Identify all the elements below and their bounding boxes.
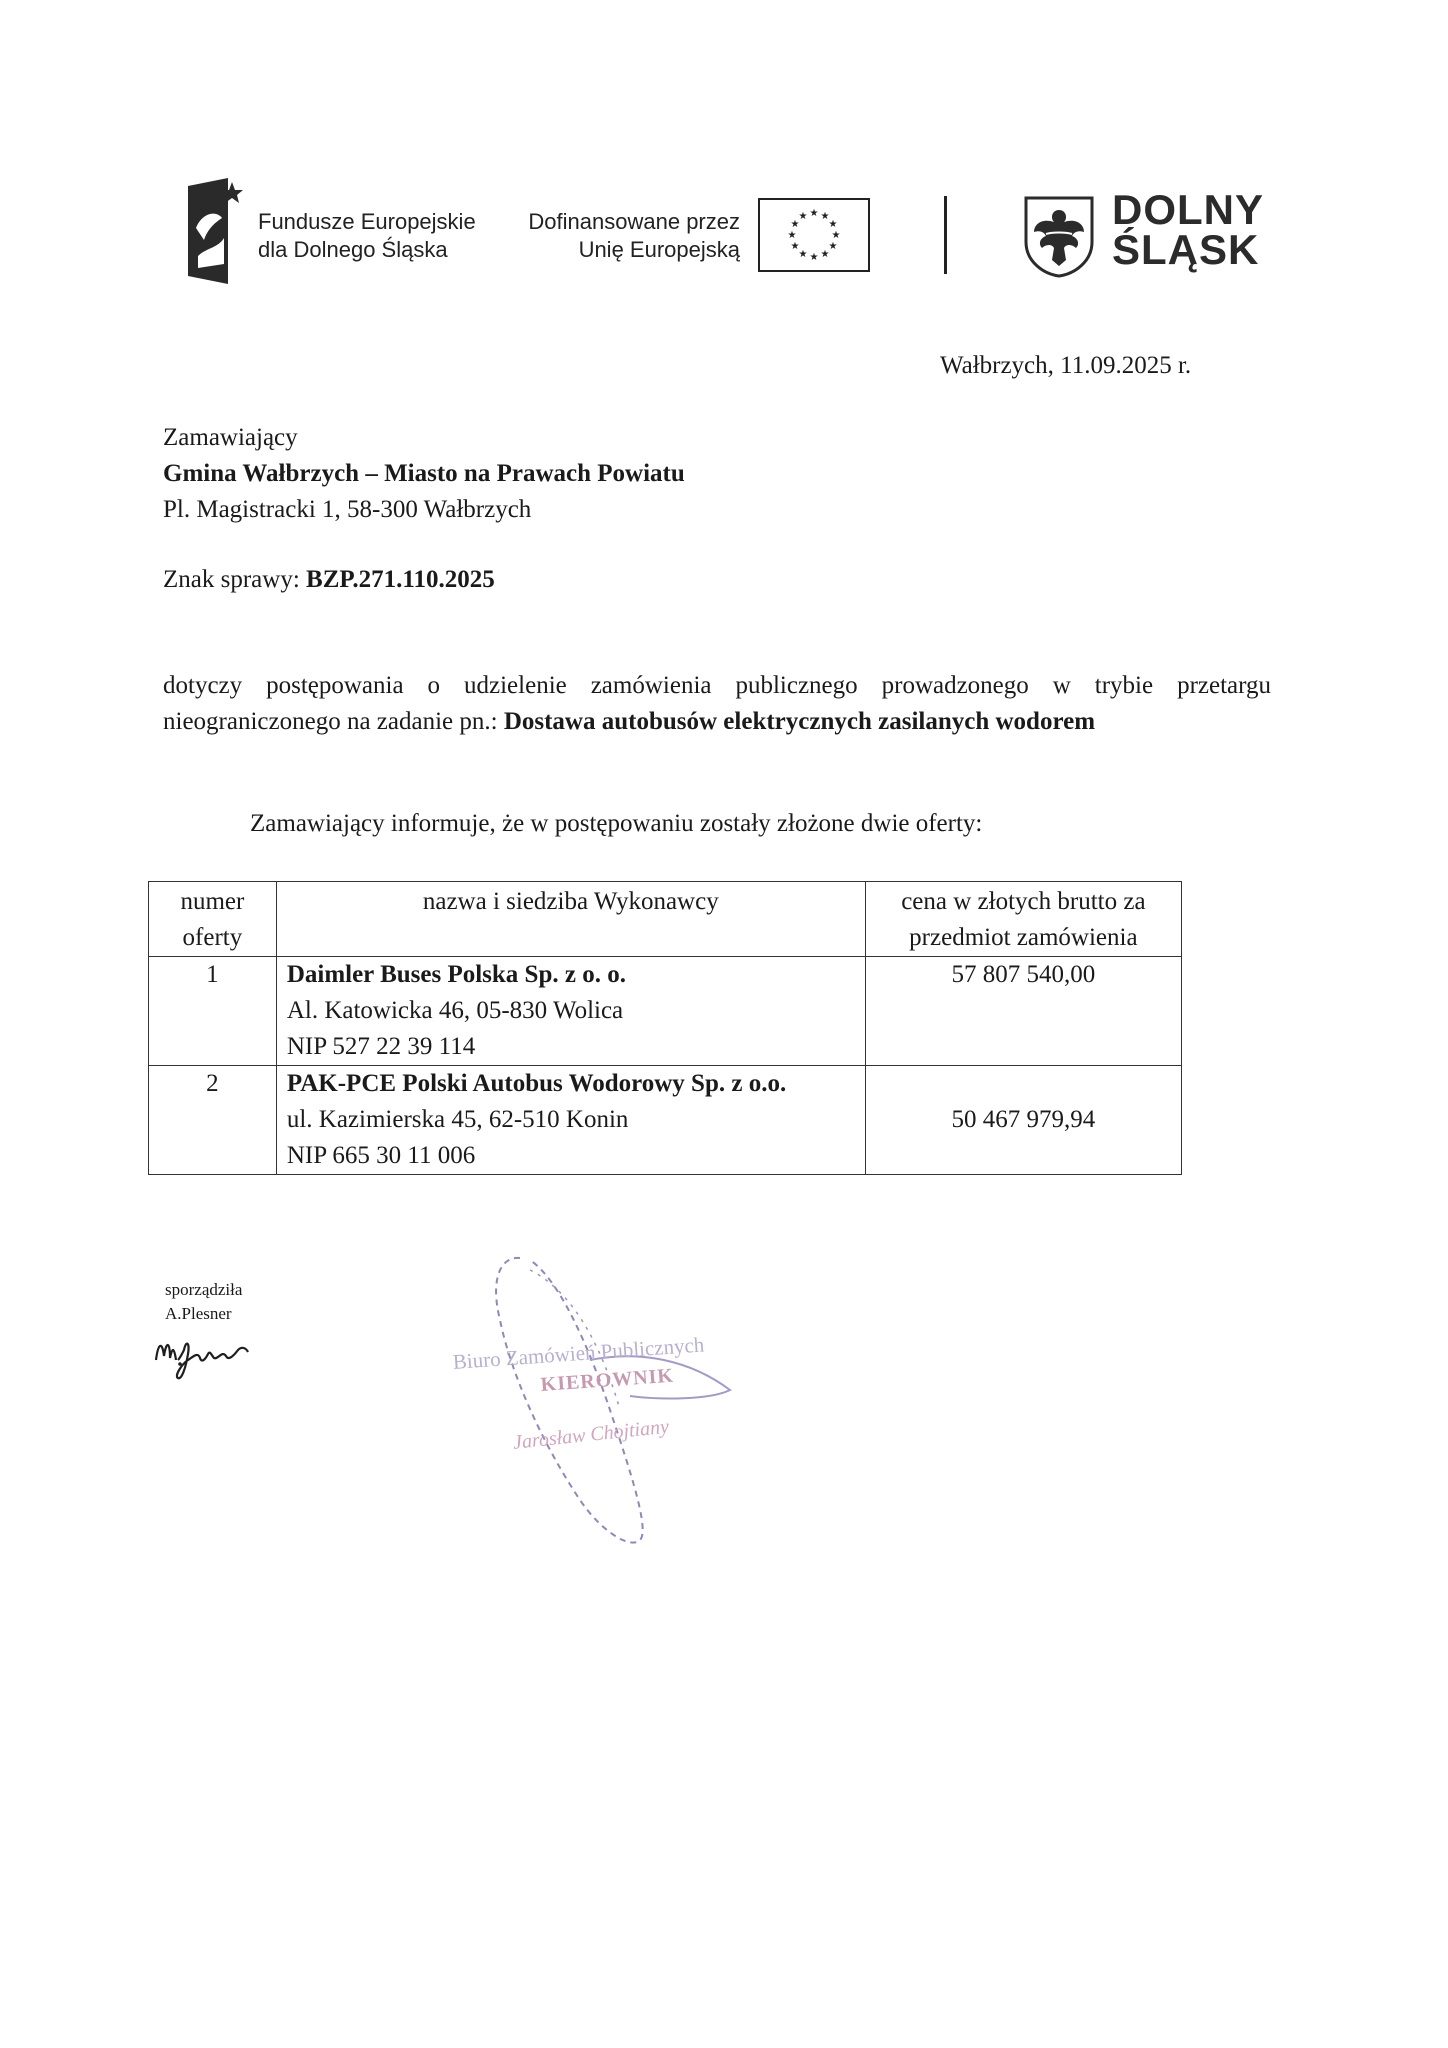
header-price: cena w złotych brutto za przedmiot zamówienia bbox=[865, 882, 1181, 957]
dolny-slask-logo-text bbox=[1112, 186, 1264, 273]
contracting-name: Gmina Wałbrzych – Miasto na Prawach Powiatu bbox=[163, 460, 685, 487]
subject-paragraph bbox=[163, 668, 1271, 740]
svg-text:★: ★ bbox=[790, 241, 800, 252]
subject-task: Dostawa autobusów elektrycznych zasilanych wodorem bbox=[503, 708, 1096, 735]
fundusze-europejskie-logo bbox=[188, 178, 244, 284]
contracting-authority bbox=[163, 420, 685, 528]
stamp-office: Biuro Zamówień Publicznych bbox=[452, 1332, 706, 1374]
header-divider bbox=[944, 196, 947, 274]
svg-text:★: ★ bbox=[809, 208, 819, 219]
fe-line2: dla Dolnego Śląska bbox=[258, 237, 448, 262]
offer-contractor bbox=[276, 957, 865, 1066]
prepared-label: sporządziła bbox=[165, 1280, 243, 1299]
case-reference bbox=[163, 562, 495, 598]
offers-intro: Zamawiający informuje, że w postępowaniu zostały złożone dwie oferty: bbox=[250, 810, 983, 837]
svg-text:★: ★ bbox=[787, 230, 797, 241]
contracting-label: Zamawiający bbox=[163, 424, 298, 451]
case-label: Znak sprawy: bbox=[163, 566, 300, 593]
subject-line1: dotyczy postępowania o udzielenie zamówienia publicznego prowadzonego w trybie przetargu bbox=[163, 672, 1271, 699]
header-offer-number: numer oferty bbox=[149, 882, 277, 957]
eu-flag-icon bbox=[758, 198, 870, 272]
official-signature-scribble bbox=[430, 1250, 790, 1560]
ds-line1: DOLNY bbox=[1112, 186, 1264, 233]
table-header-row bbox=[149, 882, 1182, 957]
table-row bbox=[149, 957, 1182, 1066]
svg-text:★: ★ bbox=[798, 249, 808, 260]
eu-cofinance-text bbox=[520, 208, 740, 264]
offer-price: 50 467 979,94 bbox=[865, 1066, 1181, 1175]
svg-text:★: ★ bbox=[828, 241, 838, 252]
fe-line1: Fundusze Europejskie bbox=[258, 209, 476, 234]
svg-text:★: ★ bbox=[809, 252, 819, 263]
svg-text:★: ★ bbox=[798, 211, 808, 222]
prepared-by bbox=[165, 1278, 242, 1326]
fe-logo-text bbox=[258, 208, 476, 264]
eagle-coat-of-arms-icon bbox=[1022, 194, 1096, 278]
svg-text:★: ★ bbox=[820, 249, 830, 260]
prepared-name: A.Plesner bbox=[165, 1304, 232, 1323]
svg-text:★: ★ bbox=[820, 211, 830, 222]
offer-contractor bbox=[276, 1066, 865, 1175]
header-contractor: nazwa i siedziba Wykonawcy bbox=[276, 882, 865, 957]
offer-number: 1 bbox=[149, 957, 277, 1066]
subject-line2-prefix: nieograniczonego na zadanie pn.: bbox=[163, 708, 498, 735]
stamp-name: Jarosław Chojtiany bbox=[512, 1415, 670, 1454]
svg-text:★: ★ bbox=[790, 219, 800, 230]
document-date: Wałbrzych, 11.09.2025 r. bbox=[940, 352, 1192, 379]
contractor-name: Daimler Buses Polska Sp. z o. o. bbox=[286, 961, 626, 988]
preparer-signature bbox=[148, 1330, 260, 1384]
contractor-address: ul. Kazimierska 45, 62-510 Konin bbox=[286, 1106, 629, 1133]
svg-text:★: ★ bbox=[828, 219, 838, 230]
contractor-name: PAK-PCE Polski Autobus Wodorowy Sp. z o.o. bbox=[286, 1070, 787, 1097]
offers-table bbox=[148, 881, 1182, 1175]
ds-line2: ŚLĄSK bbox=[1112, 226, 1260, 273]
contracting-address: Pl. Magistracki 1, 58-300 Wałbrzych bbox=[163, 496, 532, 523]
case-number: BZP.271.110.2025 bbox=[306, 566, 495, 593]
offer-price: 57 807 540,00 bbox=[865, 957, 1181, 1066]
stamp-title: KIEROWNIK bbox=[540, 1364, 675, 1396]
eu-line2: Unię Europejską bbox=[578, 237, 740, 262]
eu-line1: Dofinansowane przez bbox=[528, 209, 740, 234]
contractor-address: Al. Katowicka 46, 05-830 Wolica bbox=[286, 997, 624, 1024]
svg-text:★: ★ bbox=[831, 230, 841, 241]
contractor-nip: NIP 665 30 11 006 bbox=[286, 1142, 476, 1169]
contractor-nip: NIP 527 22 39 114 bbox=[286, 1033, 476, 1060]
table-row bbox=[149, 1066, 1182, 1175]
offer-number: 2 bbox=[149, 1066, 277, 1175]
